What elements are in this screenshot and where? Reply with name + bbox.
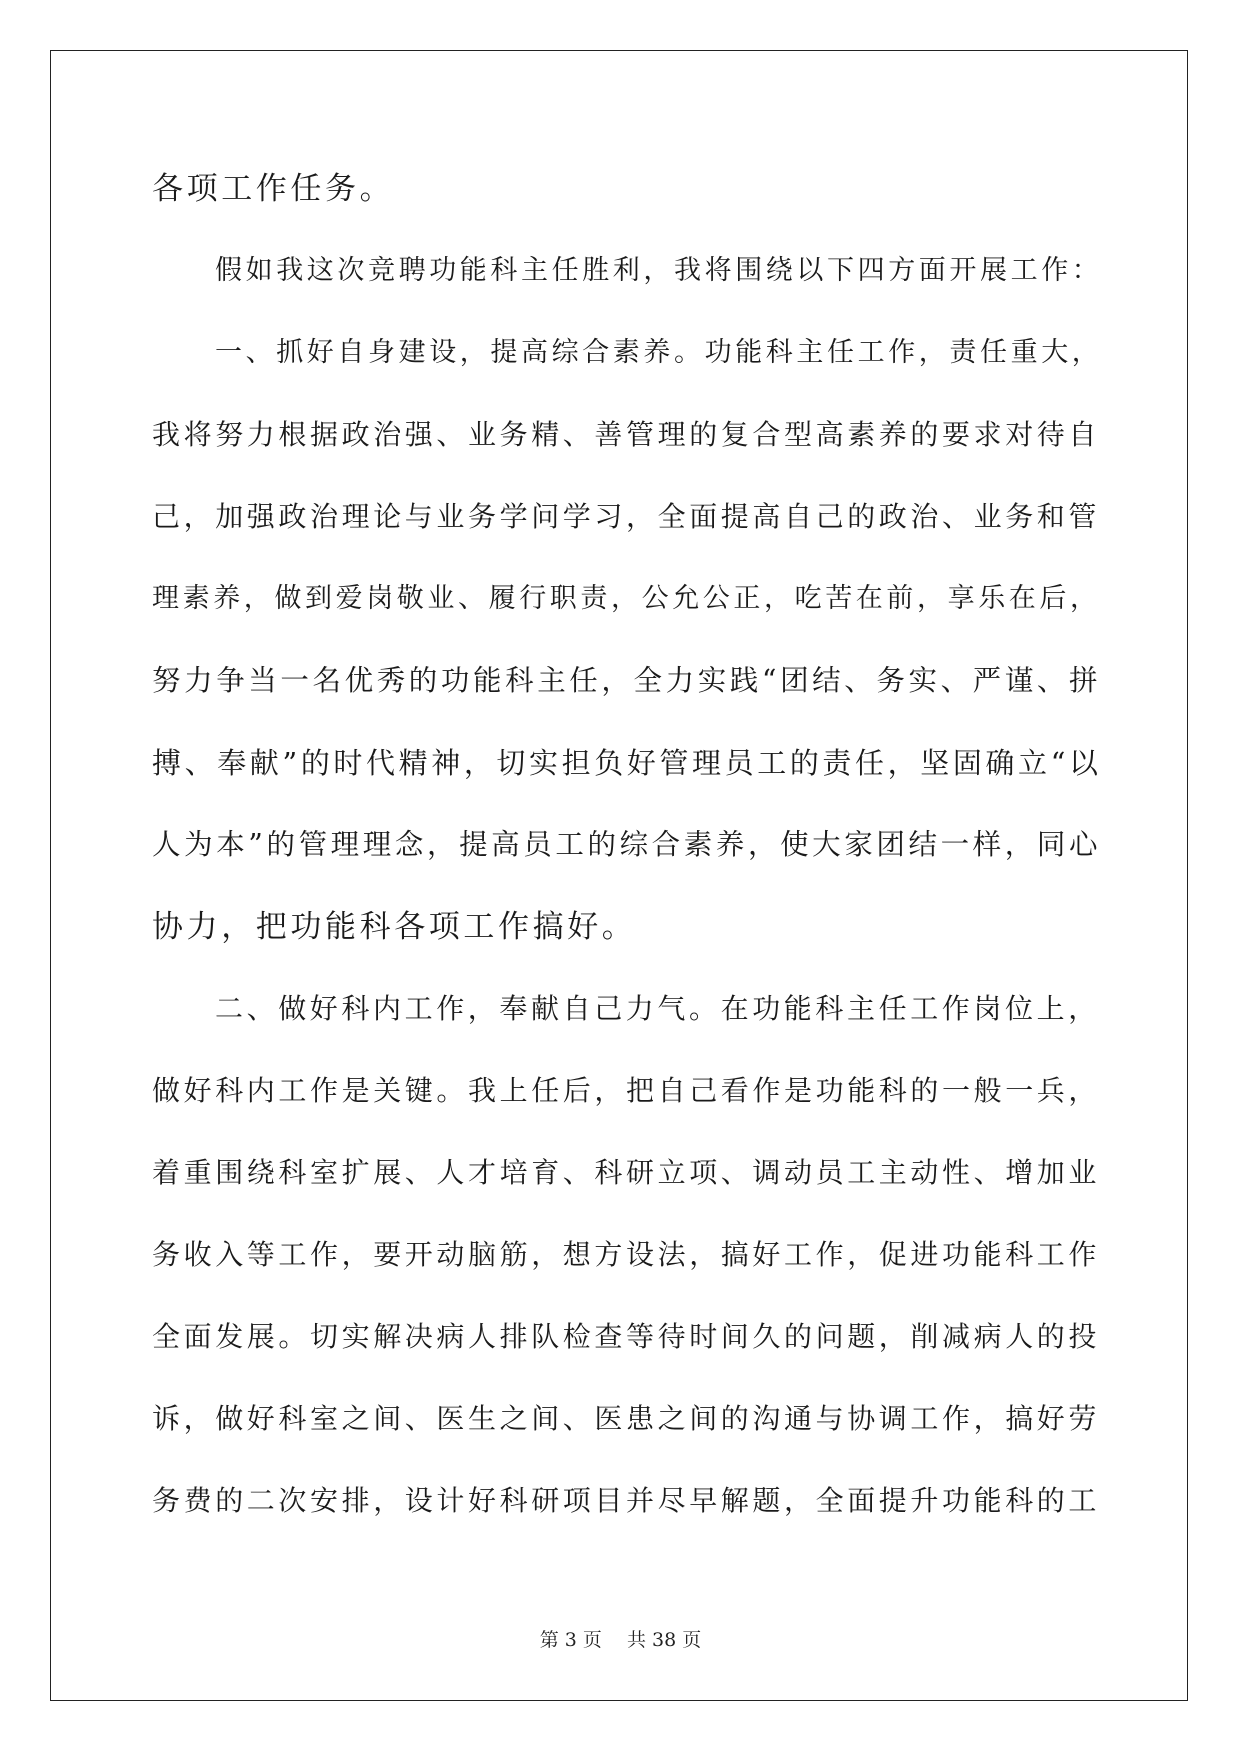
text-line: 理素养，做到爱岗敬业、履行职责，公允公正，吃苦在前，享乐在后， — [152, 583, 1101, 614]
text-line: 务收入等工作，要开动脑筋，想方设法，搞好工作，促进功能科工作 — [152, 1238, 1101, 1271]
text-line: 协力，把功能科各项工作搞好。 — [152, 909, 637, 945]
text-line: 我将努力根据政治强、业务精、善管理的复合型高素养的要求对待自 — [152, 418, 1101, 451]
text-line: 务费的二次安排，设计好科研项目并尽早解题，全面提升功能科的工 — [152, 1484, 1101, 1517]
text-line: 一、抓好自身建设，提高综合素养。功能科主任工作，责任重大， — [215, 337, 1103, 368]
page-number-footer: 第 3 页 共 38 页 — [539, 1629, 702, 1651]
text-line: 人为本”的管理理念，提高员工的综合素养，使大家团结一样，同心 — [152, 828, 1102, 861]
text-line: 做好科内工作是关键。我上任后，把自己看作是功能科的一般一兵， — [152, 1074, 1101, 1107]
text-line: 努力争当一名优秀的功能科主任，全力实践“团结、务实、严谨、拼 — [152, 664, 1102, 697]
text-line: 全面发展。切实解决病人排队检查等待时间久的问题，削减病人的投 — [152, 1320, 1101, 1353]
text-line: 己，加强政治理论与业务学问学习，全面提高自己的政治、业务和管 — [152, 500, 1101, 533]
document-body — [152, 148, 1102, 1542]
text-line: 假如我这次竞聘功能科主任胜利，我将围绕以下四方面开展工作： — [215, 255, 1103, 286]
text-line: 着重围绕科室扩展、人才培育、科研立项、调动员工主动性、增加业 — [152, 1156, 1101, 1189]
text-line: 二、做好科内工作，奉献自己力气。在功能科主任工作岗位上， — [215, 992, 1100, 1025]
text-line: 诉，做好科室之间、医生之间、医患之间的沟通与协调工作，搞好劳 — [152, 1402, 1101, 1435]
text-line: 搏、奉献”的时代精神，切实担负好管理员工的责任，坚固确立“以 — [152, 746, 1102, 780]
text-line: 各项工作任务。 — [152, 171, 395, 207]
